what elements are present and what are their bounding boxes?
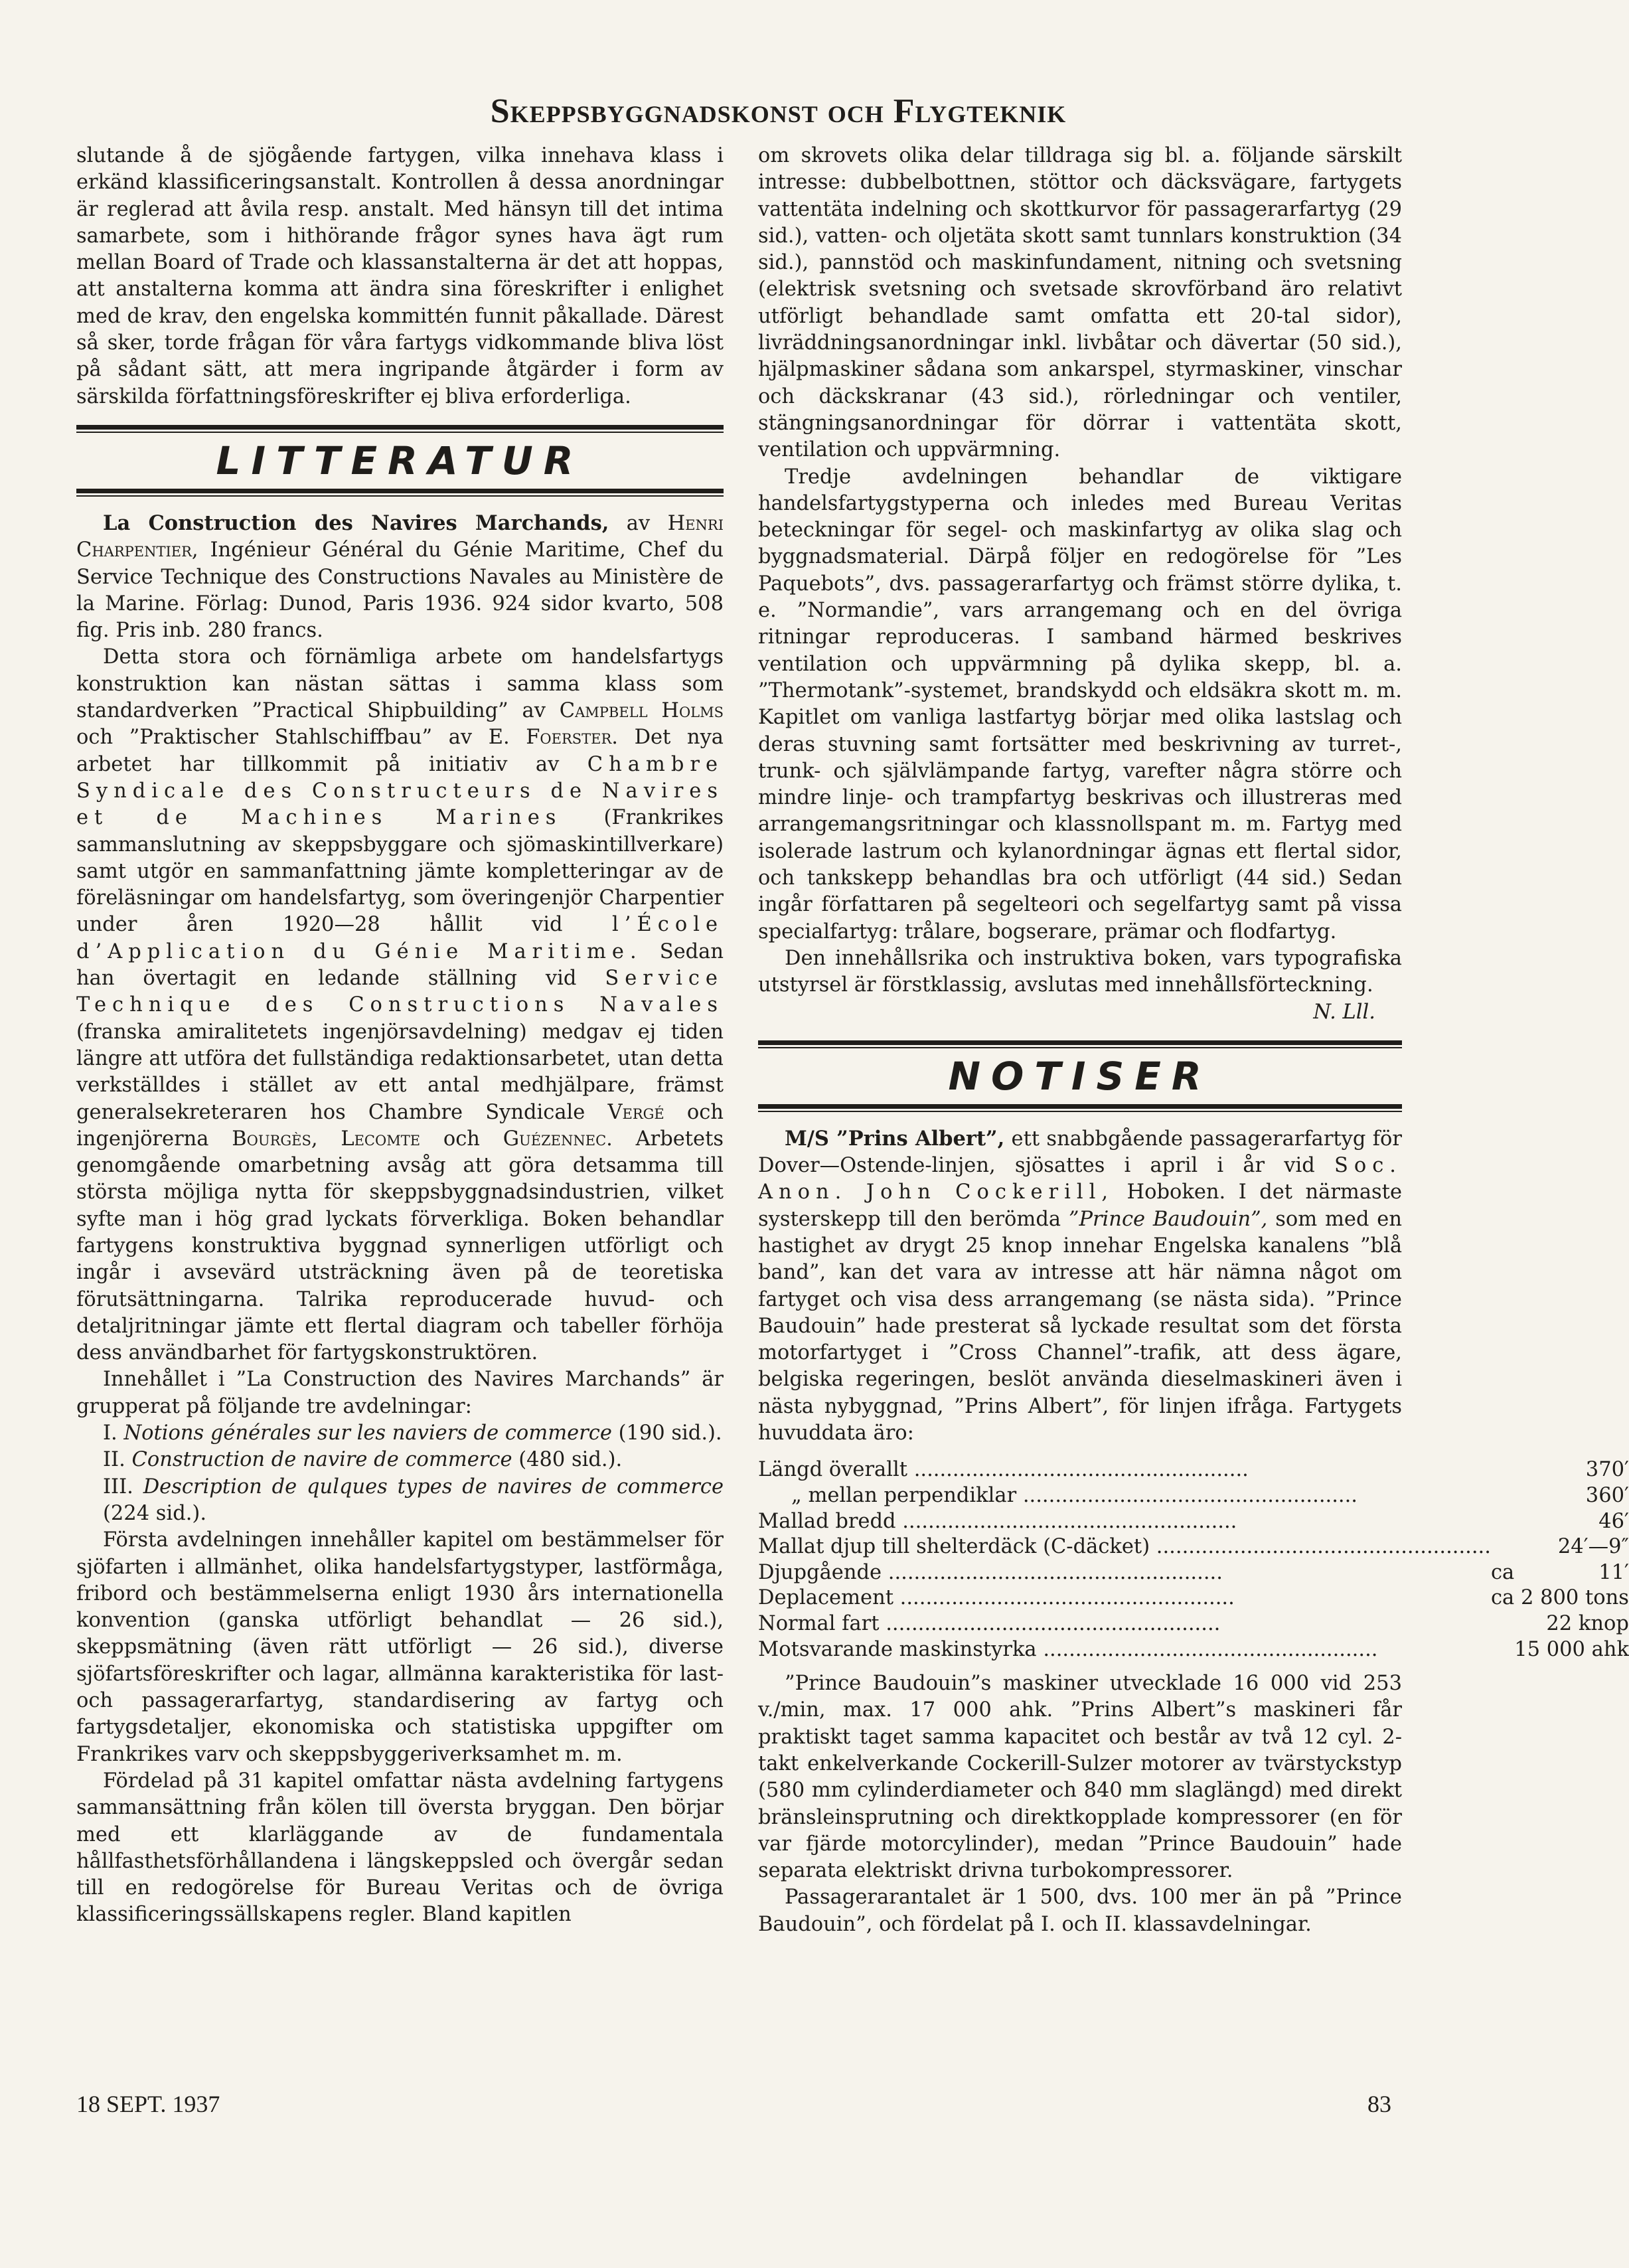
- page-number: 83: [1367, 2091, 1391, 2117]
- table-row: Mallad bredd .................................................... 46′: [758, 1509, 1629, 1533]
- page-header: Skeppsbyggnadskonst och Flygteknik: [490, 92, 1067, 130]
- machinery-paragraph: ”Prince Baudouin”s maskiner utvecklade 16 000 vid 253 v./min, max. 17 000 ahk. ”Prins Albert”s maskineri får praktiskt taget samma kapacitet och består av två 12 cyl. 2-takt enkelverkande Cockerill-Sulzer motorer av tvärstyckstyp (580 mm cylinderdiameter och 840 mm slaglängd) med direkt bränsleinsprutning och direktkopplade kompressorer (en för var fjärde motorcylinder), medan ”Prince Baudouin” hade separata elektriskt drivna turbokompressorer.: [758, 1672, 1402, 1883]
- litteratur-section-header: [76, 425, 724, 497]
- notiser-section-header: [758, 1040, 1402, 1112]
- section-title-litteratur: LITTERATUR: [216, 438, 584, 483]
- ship-name: M/S ”Prins Albert”,: [785, 1126, 1005, 1151]
- right-column: [758, 143, 1629, 1938]
- left-column: [76, 143, 724, 1929]
- review-paragraph: Detta stora och förnämliga arbete om handelsfartygs konstruktion kan nästan sättas i samma klass som standardverken ”Practical Shipbuilding” av Campbell Holms och ”Praktischer Stahlschiffbau” av E. Foerster. Det nya arbetet har tillkommit på initiativ av Chambre Syndicale des Constructeurs de Navires et de Machines Marines (Frankrikes sammanslutning av skeppsbyggare och sjömaskintillverkare) samt utgör en sammanfattning jämte kompletteringar av de föreläsningar om handelsfartyg, som överingenjör Charpentier under åren 1920—28 hållit vid l’École d’Application du Génie Maritime. Sedan han övertagit en ledande ställning vid Service Technique des Constructions Navales (franska amiralitetets ingenjörsavdelning) medgav ej tiden längre att utföra det fullständiga redaktionsarbetet, utan detta verkställdes i stället av ett antal medhjälpare, främst generalsekreteraren hos Chambre Syndicale Vergé och ingenjörerna Bourgès, Lecomte och Guézennec. Arbetets genomgående omarbetning avsåg att göra detsamma till största möjliga nytta för skeppsbyggnadsindustrien, vilket syfte man i hög grad lyckats förverkliga. Boken behandlar fartygens konstruktiva byggnad synnerligen utförligt och ingår i avsevärd utsträckning även på de teoretiska förutsättningarna. Talrika reproducerade huvud- och detaljritningar jämte ett flertal diagram och tabeller förhöja dess användbarhet för fartygskonstruktören.: [76, 645, 724, 1365]
- table-row: Motsvarande maskinstyrka .................................................... 15 000 ahk: [758, 1637, 1629, 1661]
- issue-date: 18 SEPT. 1937: [76, 2091, 220, 2117]
- continuation-paragraph: om skrovets olika delar tilldraga sig bl. a. följande särskilt intresse: dubbelbottnen, stöttor och däcksvägare, fartygets vattentäta indelning och skottkurvor för passagerarfartyg (29 sid.), vatten- och oljetäta skott samt tunnlars konstruktion (34 sid.), pannstöd och maskinfundament, nitning och svetsning (elektrisk svetsning och svetsade skrovförband äro relativt utförligt behandlade samt omfatta ett 20-tal sidor), livräddningsanordningar inkl. livbåtar och dävertar (50 sid.), hjälpmaskiner sådana som ankarspel, styrmaskiner, vinschar och däckskranar (43 sid.), rörledningar och ventiler, stängningsanordningar för dörrar i vattentäta skott, ventilation och uppvärmning.: [758, 144, 1402, 462]
- divider: [758, 1040, 1402, 1048]
- table-row: Djupgående .................................................... ca 11′: [758, 1560, 1629, 1584]
- signature: N. Lll.: [1313, 1000, 1375, 1024]
- first-section-paragraph: Första avdelningen innehåller kapitel om bestämmelser för sjöfarten i allmänhet, olika handelsfartygstyper, lastförmåga, fribord och bestämmelserna enligt 1930 års internationella konvention (ganska utförligt behandlat — 26 sid.), skeppsmätning (även rätt utförligt — 26 sid.), diverse sjöfartsföreskrifter och lagar, allmänna karakteristika för last- och passagerarfartyg, standardisering av fartyg och fartygsdetaljer, ekonomiska och statistiska uppgifter om Frankrikes varv och skeppsbyggeriverksamhet m. m.: [76, 1528, 724, 1766]
- book-author: Henri Charpentier,: [76, 511, 724, 562]
- second-section-paragraph: Fördelad på 31 kapitel omfattar nästa avdelning fartygens sammansättning från kölen till översta bryggan. Den börjar med ett klarläggande av de fundamentala hållfasthetsförhållandena i längskeppsled och övergår sedan till en redogörelse för Bureau Veritas och de övriga klassificeringssällskapens regler. Bland kapitlen: [76, 1769, 724, 1927]
- table-row: Längd överallt .................................................... 370′: [758, 1458, 1629, 1482]
- book-reference: La Construction des Navires Marchands, av Henri Charpentier, Ingénieur Général du Génie Maritime, Chef du Service Technique des Constructions Navales au Ministère de la Marine. Förlag: Dunod, Paris 1936. 924 sidor kvarto, 508 fig. Pris inb. 280 francs.: [76, 511, 724, 643]
- closing-paragraph: Den innehållsrika och instruktiva boken, vars typografiska utstyrsel är förstklassig, avslutas med innehållsförteckning.: [758, 946, 1402, 997]
- table-row: Normal fart .................................................... 22 knop: [758, 1611, 1629, 1635]
- contents-intro: Innehållet i ”La Construction des Navires Marchands” är grupperat på följande tre avdelningar:: [76, 1368, 724, 1418]
- notis-paragraph: M/S ”Prins Albert”, ett snabbgående passagerarfartyg för Dover—Ostende-linjen, sjösattes i april i år vid Soc. Anon. John Cockerill, Hoboken. I det närmaste systerskepp till den berömda ”Prince Baudouin”, som med en hastighet av drygt 25 knop innehar Engelska kanalens ”blå band”, kan det vara av intresse att här nämna något om fartyget och visa dess arrangemang (se nästa sida). ”Prince Baudouin” hade presterat så lyckade resultat som det första motorfartyget i ”Cross Channel”-trafik, att dess ägare, belgiska regeringen, beslöt använda dieselmaskineri även i nästa nybyggnad, ”Prins Albert”, för linjen ifråga. Fartygets huvuddata äro:: [758, 1126, 1402, 1445]
- divider: [76, 425, 724, 433]
- book-title: La Construction des Navires Marchands,: [103, 511, 609, 535]
- list-item: II. Construction de navire de commerce (480 sid.).: [103, 1448, 623, 1472]
- ship-specs-table: [758, 1457, 1629, 1662]
- table-row: „ mellan perpendiklar .................................................... 360′: [791, 1483, 1629, 1507]
- table-row: Deplacement .................................................... ca 2 800 tons: [758, 1586, 1629, 1610]
- table-row: Mallat djup till shelterdäck (C-däcket) .................................................... 24′—9″: [758, 1535, 1629, 1559]
- section-title-notiser: NOTISER: [948, 1053, 1212, 1099]
- divider: [76, 489, 724, 497]
- contents-list: [76, 1420, 724, 1527]
- third-section-paragraph: Tredje avdelningen behandlar de viktigare handelsfartygstyperna och inledes med Bureau Veritas beteckningar för segel- och maskinfartyg av olika slag och byggnadsmaterial. Därpå följer en redogörelse för ”Les Paquebots”, dvs. passagerarfartyg och främst större dylika, t. e. ”Normandie”, vars arrangemang och en del övriga ritningar reproduceras. I samband härmed beskrives ventilation och uppvärmning på dylika skepp, bl. a. ”Thermotank”-systemet, brandskydd och eldsäkra skott m. m. Kapitlet om vanliga lastfartyg börjar med olika lastslag och deras stuvning samt fortsätter med beskrivning av turret-, trunk- och självlämpande fartyg, varefter några större och mindre linje- och trampfartyg beskrivas och illustreras med arrangemangsritningar och klassnollspant m. m. Fartyg med isolerade lastrum och kylanordningar ägnas ett flertal sidor, och tankskepp behandlas bra och utförligt (44 sid.) Sedan ingår författaren på segelteori och segelfartyg samt på vissa specialfartyg: trålare, bogserare, prämar och flodfartyg.: [758, 465, 1402, 943]
- list-item: III. Description de qulques types de navires de commerce (224 sid.).: [103, 1475, 724, 1525]
- list-item: I. Notions générales sur les naviers de commerce (190 sid.).: [103, 1421, 722, 1445]
- intro-paragraph: slutande å de sjögående fartygen, vilka innehava klass i erkänd klassificeringsanstalt. Kontrollen å dessa anordningar är reglerad att åvila resp. anstalt. Med hänsyn till det intima samarbete, som i hithörande frågor synes hava ägt rum mellan Board of Trade och klassanstalterna är det att hoppas, att anstalterna komma att ändra sina föreskrifter i enlighet med de krav, den engelska kommittén funnit påkallade. Därest så sker, torde frågan för våra fartygs vidkommande bliva löst på sådant sätt, att mera ingripande åtgärder i form av särskilda författningsföreskrifter ej bliva erforderliga.: [76, 144, 724, 408]
- passenger-paragraph: Passagerarantalet är 1 500, dvs. 100 mer än på ”Prince Baudouin”, och fördelat på I. och II. klassavdelningar.: [758, 1886, 1402, 1936]
- divider: [758, 1104, 1402, 1112]
